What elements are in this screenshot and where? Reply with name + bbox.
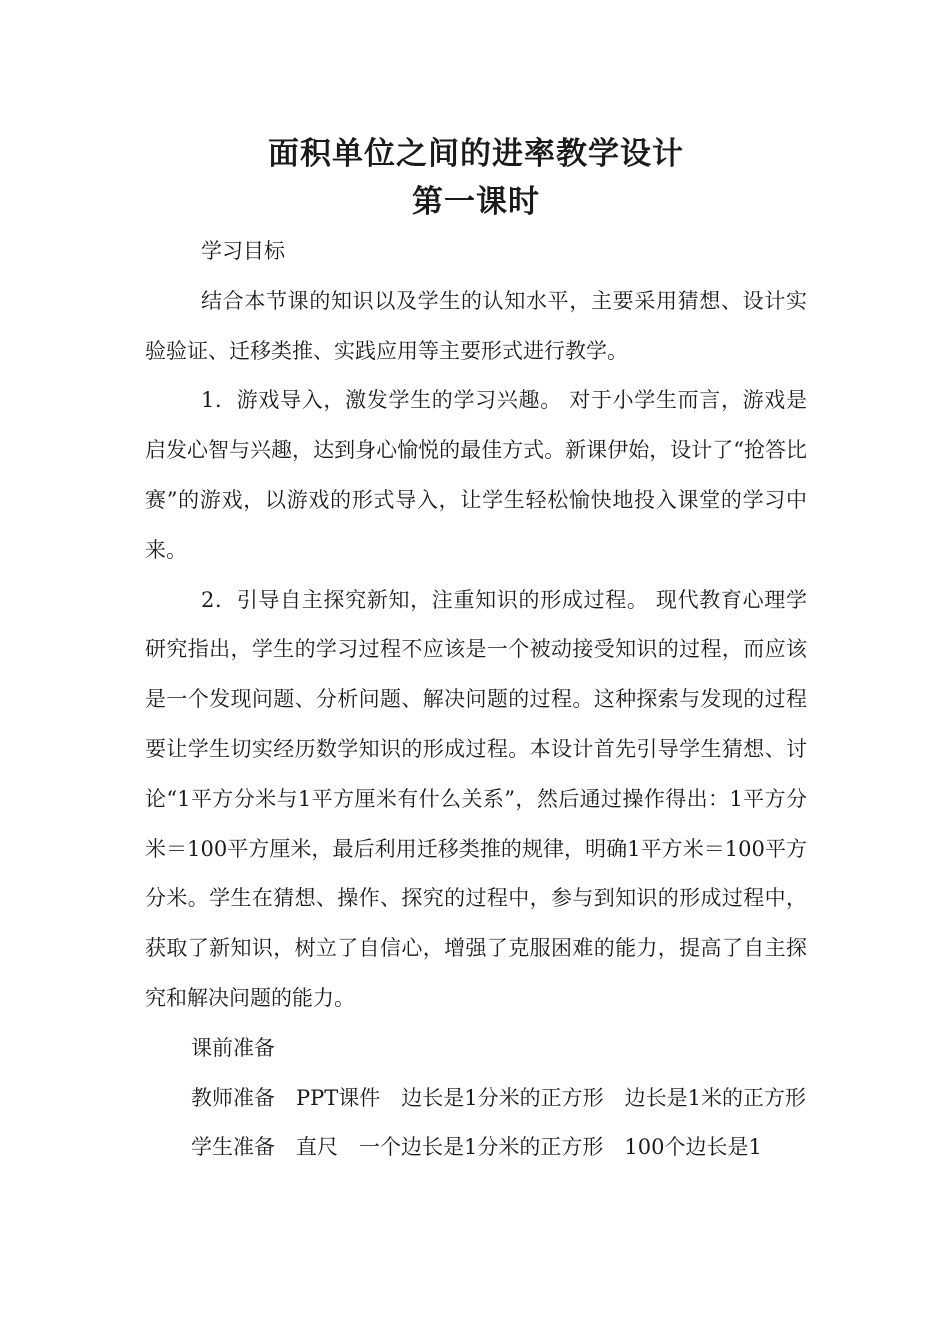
paragraph-point-2: 2．引导自主探究新知，注重知识的形成过程。 现代教育心理学研究指出，学生的学习过程不应该是一个被动接受知识的过程，而应该是一个发现问题、分析问题、解决问题的过程。这种探索与发现的过程要让学生切实经历数学知识的形成过程。本设计首先引导学生猜想、讨论“1平方分米与1平方厘米有什么关系”，然后通过操作得出：1平方分米＝100平方厘米，最后利用迁移类推的规律，明确1平方米＝100平方分米。学生在猜想、操作、探究的过程中，参与到知识的形成过程中，获取了新知识，树立了自信心，增强了克服困难的能力，提高了自主探究和解决问题的能力。 xyxy=(145,587,807,1010)
document-subtitle: 第一课时 xyxy=(412,184,540,220)
document-title: 面积单位之间的进率教学设计 xyxy=(268,136,684,172)
paragraph-intro: 结合本节课的知识以及学生的认知水平，主要采用猜想、设计实验验证、迁移类推、实践应用等主要形式进行教学。 xyxy=(145,288,807,363)
paragraph-student-prep: 学生准备 直尺 一个边长是1分米的正方形 100个边长是1 xyxy=(191,1135,762,1160)
section-heading-objectives: 学习目标 xyxy=(201,239,285,263)
paragraph-teacher-prep: 教师准备 PPT课件 边长是1分米的正方形 边长是1米的正方形 xyxy=(191,1085,806,1110)
paragraph-point-1: 1．游戏导入，激发学生的学习兴趣。 对于小学生而言，游戏是启发心智与兴趣，达到身心愉悦的最佳方式。新课伊始，设计了“抢答比赛”的游戏，以游戏的形式导入，让学生轻松愉快地投入课堂的学习中来。 xyxy=(145,388,807,562)
section-heading-preparation: 课前准备 xyxy=(191,1035,275,1060)
document-body xyxy=(145,130,807,1173)
